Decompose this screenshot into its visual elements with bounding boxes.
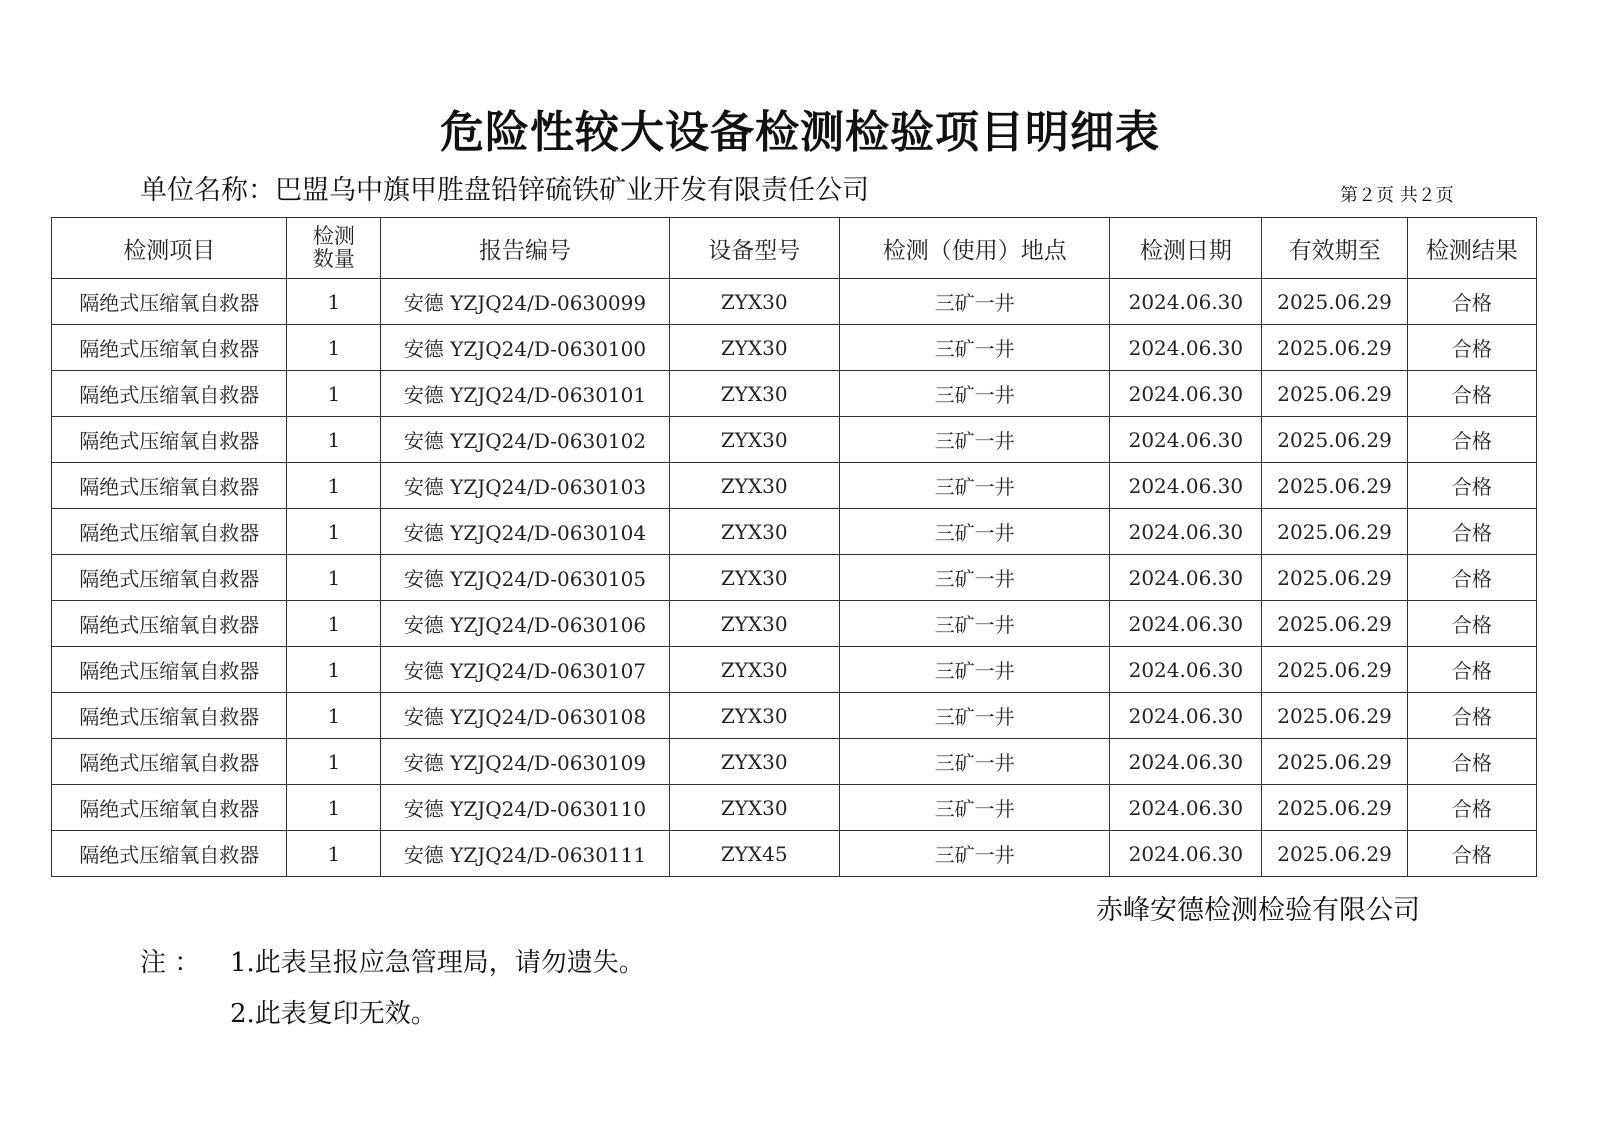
table-cell: 安德 YZJQ24/D-0630108 <box>381 693 669 739</box>
table-cell: 2025.06.29 <box>1262 785 1408 831</box>
table-cell: ZYX30 <box>669 693 839 739</box>
inspection-table <box>51 217 1537 877</box>
table-cell: 2024.06.30 <box>1110 279 1262 325</box>
table-cell: 隔绝式压缩氧自救器 <box>52 785 287 831</box>
table-cell: 合格 <box>1407 693 1536 739</box>
table-cell: 三矿一井 <box>839 693 1110 739</box>
table-cell: 隔绝式压缩氧自救器 <box>52 555 287 601</box>
table-cell: 合格 <box>1407 371 1536 417</box>
table-cell: 1 <box>287 371 381 417</box>
table-cell: 1 <box>287 279 381 325</box>
table-cell: 1 <box>287 509 381 555</box>
column-header: 设备型号 <box>669 218 839 279</box>
table-cell: 2024.06.30 <box>1110 693 1262 739</box>
unit-name: 单位名称：巴盟乌中旗甲胜盘铅锌硫铁矿业开发有限责任公司 <box>140 175 869 206</box>
table-cell: 2025.06.29 <box>1262 647 1408 693</box>
table-cell: 隔绝式压缩氧自救器 <box>52 509 287 555</box>
table-cell: 三矿一井 <box>839 325 1110 371</box>
table-cell: 安德 YZJQ24/D-0630109 <box>381 739 669 785</box>
table-cell: 1 <box>287 647 381 693</box>
table-row <box>52 509 1537 555</box>
table-cell: 2025.06.29 <box>1262 831 1408 877</box>
table-cell: 2024.06.30 <box>1110 509 1262 555</box>
table-cell: 隔绝式压缩氧自救器 <box>52 739 287 785</box>
table-header-row <box>52 218 1537 279</box>
table-cell: 2025.06.29 <box>1262 417 1408 463</box>
table-row <box>52 693 1537 739</box>
table-cell: ZYX30 <box>669 371 839 417</box>
table-cell: 合格 <box>1407 279 1536 325</box>
table-cell: 隔绝式压缩氧自救器 <box>52 463 287 509</box>
table-cell: 1 <box>287 601 381 647</box>
table-cell: 三矿一井 <box>839 555 1110 601</box>
table-cell: 三矿一井 <box>839 463 1110 509</box>
table-cell: ZYX30 <box>669 463 839 509</box>
table-cell: 合格 <box>1407 417 1536 463</box>
table-cell: 隔绝式压缩氧自救器 <box>52 647 287 693</box>
table-cell: 合格 <box>1407 831 1536 877</box>
table-cell: ZYX30 <box>669 601 839 647</box>
table-cell: 1 <box>287 555 381 601</box>
table-cell: ZYX30 <box>669 417 839 463</box>
table-cell: 三矿一井 <box>839 647 1110 693</box>
table-cell: 安德 YZJQ24/D-0630099 <box>381 279 669 325</box>
table-cell: 合格 <box>1407 555 1536 601</box>
column-header-text: 检测数量 <box>312 224 355 271</box>
table-cell: 1 <box>287 831 381 877</box>
table-cell: 三矿一井 <box>839 417 1110 463</box>
table-row <box>52 739 1537 785</box>
table-cell: 1 <box>287 325 381 371</box>
table-cell: 2025.06.29 <box>1262 371 1408 417</box>
column-header: 检测（使用）地点 <box>839 218 1110 279</box>
table-cell: 安德 YZJQ24/D-0630111 <box>381 831 669 877</box>
table-cell: 2024.06.30 <box>1110 739 1262 785</box>
table-cell: 合格 <box>1407 785 1536 831</box>
column-header: 检测日期 <box>1110 218 1262 279</box>
table-cell: 1 <box>287 785 381 831</box>
table-cell: 安德 YZJQ24/D-0630106 <box>381 601 669 647</box>
table-cell: 隔绝式压缩氧自救器 <box>52 601 287 647</box>
column-header: 检测结果 <box>1407 218 1536 279</box>
table-cell: 合格 <box>1407 463 1536 509</box>
table-cell: 安德 YZJQ24/D-0630107 <box>381 647 669 693</box>
table-cell: 安德 YZJQ24/D-0630102 <box>381 417 669 463</box>
table-cell: 合格 <box>1407 739 1536 785</box>
table-cell: ZYX30 <box>669 647 839 693</box>
table-cell: 1 <box>287 739 381 785</box>
table-cell: 三矿一井 <box>839 371 1110 417</box>
table-cell: 安德 YZJQ24/D-0630104 <box>381 509 669 555</box>
table-cell: 2024.06.30 <box>1110 325 1262 371</box>
table-cell: 合格 <box>1407 509 1536 555</box>
table-cell: 1 <box>287 463 381 509</box>
column-header: 检测项目 <box>52 218 287 279</box>
table-row <box>52 647 1537 693</box>
table-row <box>52 601 1537 647</box>
inspection-company: 赤峰安德检测检验有限公司 <box>1096 895 1420 926</box>
table-cell: ZYX30 <box>669 785 839 831</box>
column-header <box>287 218 381 279</box>
table-cell: 隔绝式压缩氧自救器 <box>52 417 287 463</box>
table-cell: 合格 <box>1407 601 1536 647</box>
table-row <box>52 325 1537 371</box>
table-cell: 2024.06.30 <box>1110 371 1262 417</box>
table-cell: 2024.06.30 <box>1110 601 1262 647</box>
table-cell: 隔绝式压缩氧自救器 <box>52 693 287 739</box>
table-cell: 三矿一井 <box>839 279 1110 325</box>
table-cell: 2025.06.29 <box>1262 693 1408 739</box>
table-cell: 隔绝式压缩氧自救器 <box>52 371 287 417</box>
table-cell: ZYX30 <box>669 509 839 555</box>
table-cell: 2024.06.30 <box>1110 463 1262 509</box>
table-cell: 2024.06.30 <box>1110 555 1262 601</box>
table-cell: 安德 YZJQ24/D-0630110 <box>381 785 669 831</box>
table-cell: 1 <box>287 693 381 739</box>
page-indicator: 第２页 共２页 <box>1340 185 1454 206</box>
table-cell: 隔绝式压缩氧自救器 <box>52 279 287 325</box>
table-cell: 三矿一井 <box>839 785 1110 831</box>
note-item: 1.此表呈报应急管理局，请勿遗失。 <box>230 948 645 978</box>
table-cell: 2024.06.30 <box>1110 647 1262 693</box>
table-row <box>52 463 1537 509</box>
table-body <box>52 279 1537 877</box>
table-row <box>52 831 1537 877</box>
table-cell: 2025.06.29 <box>1262 601 1408 647</box>
table-row <box>52 555 1537 601</box>
table-row <box>52 785 1537 831</box>
table-cell: 2025.06.29 <box>1262 509 1408 555</box>
table-cell: ZYX30 <box>669 325 839 371</box>
table-cell: 2024.06.30 <box>1110 417 1262 463</box>
table-cell: 合格 <box>1407 647 1536 693</box>
document-title: 危险性较大设备检测检验项目明细表 <box>440 107 1160 158</box>
column-header: 有效期至 <box>1262 218 1408 279</box>
table-cell: 2025.06.29 <box>1262 739 1408 785</box>
table-row <box>52 371 1537 417</box>
table-cell: 2025.06.29 <box>1262 555 1408 601</box>
notes-label: 注 ： <box>140 948 201 978</box>
table-cell: 三矿一井 <box>839 509 1110 555</box>
note-item: 2.此表复印无效。 <box>230 999 437 1029</box>
table-cell: ZYX30 <box>669 279 839 325</box>
table-cell: 三矿一井 <box>839 739 1110 785</box>
table-cell: 2025.06.29 <box>1262 325 1408 371</box>
table-cell: 安德 YZJQ24/D-0630105 <box>381 555 669 601</box>
table-row <box>52 279 1537 325</box>
table-cell: ZYX30 <box>669 739 839 785</box>
table-cell: ZYX30 <box>669 555 839 601</box>
table-cell: 三矿一井 <box>839 601 1110 647</box>
table-cell: ZYX45 <box>669 831 839 877</box>
table-cell: 2025.06.29 <box>1262 279 1408 325</box>
table-cell: 隔绝式压缩氧自救器 <box>52 325 287 371</box>
table-cell: 安德 YZJQ24/D-0630101 <box>381 371 669 417</box>
table-cell: 安德 YZJQ24/D-0630100 <box>381 325 669 371</box>
table-cell: 2024.06.30 <box>1110 785 1262 831</box>
table-cell: 合格 <box>1407 325 1536 371</box>
table-cell: 隔绝式压缩氧自救器 <box>52 831 287 877</box>
table-cell: 三矿一井 <box>839 831 1110 877</box>
column-header: 报告编号 <box>381 218 669 279</box>
table-cell: 1 <box>287 417 381 463</box>
table-cell: 2024.06.30 <box>1110 831 1262 877</box>
table-row <box>52 417 1537 463</box>
table-cell: 安德 YZJQ24/D-0630103 <box>381 463 669 509</box>
table-cell: 2025.06.29 <box>1262 463 1408 509</box>
